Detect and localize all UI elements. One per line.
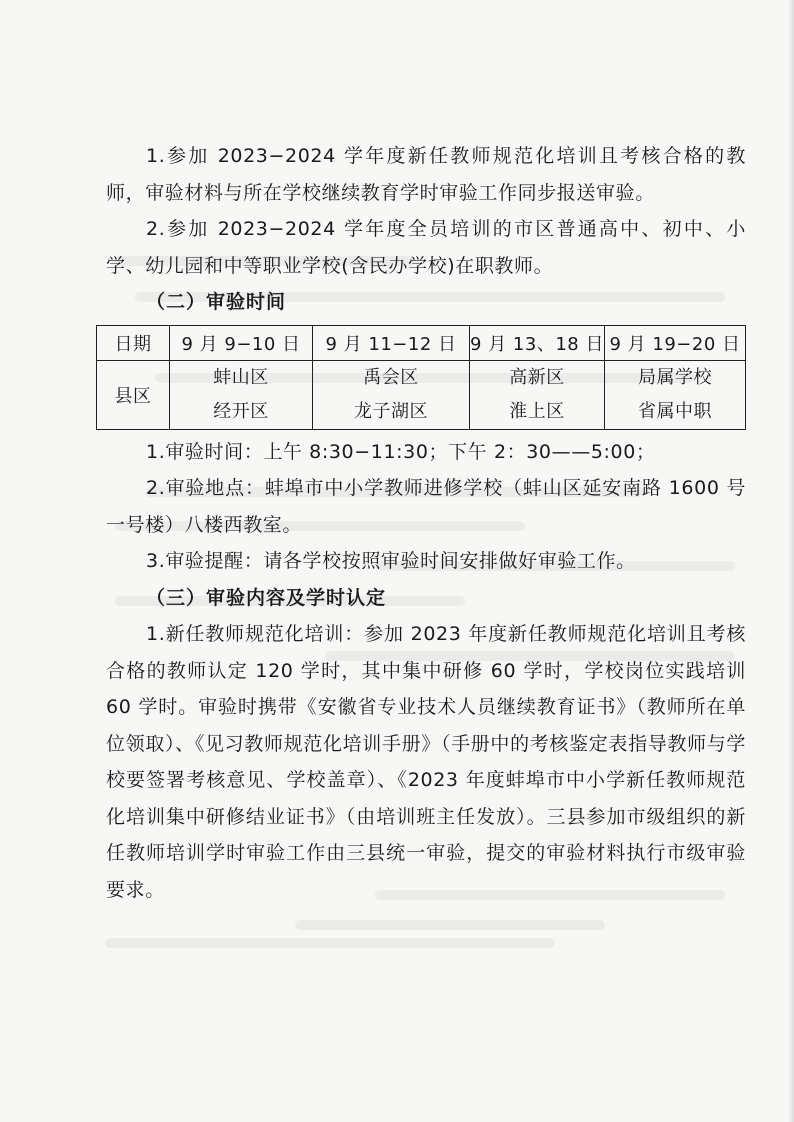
section-heading-review-time: （二）审验时间 [146, 291, 287, 313]
table-cell-date-label: 日期 [97, 325, 170, 360]
table-row-dates [97, 325, 746, 360]
scan-edge-shadow [788, 0, 794, 1122]
table-cell-date-1: 9 月 9−10 日 [170, 325, 313, 360]
table-cell-date-2: 9 月 11−12 日 [313, 325, 470, 360]
district-name: 蚌山区 [213, 366, 269, 388]
note-review-reminder: 3.审验提醒：请各学校按照审验时间安排做好审验工作。 [146, 550, 636, 572]
table-cell-districts-4 [605, 360, 746, 429]
district-name: 经开区 [213, 400, 269, 422]
district-name: 局属学校 [638, 366, 712, 388]
table-cell-districts-1 [170, 360, 313, 429]
note-review-location: 2.审验地点：蚌埠市中小学教师进修学校（蚌山区延安南路 1600 号一号楼）八楼西教室。 [106, 477, 746, 536]
paragraph-all-staff-eligibility: 2.参加 2023−2024 学年度全员培训的市区普通高中、初中、小学、幼儿园和中等职业学校(含民办学校)在职教师。 [106, 218, 746, 277]
document-page [106, 138, 746, 908]
table-row-districts [97, 360, 746, 429]
paragraph-new-teacher-training-hours: 1.新任教师规范化培训：参加 2023 年度新任教师规范化培训且考核合格的教师认定 120 学时，其中集中研修 60 学时，学校岗位实践培训 60 学时。审验时携带《安徽省专业技术人员继续教育证书》（教师所在单位领取）、《见习教师规范化培训手册》（手册中的考核鉴定表指导教师与学校要签署考核意见、学校盖章）、《2023 年度蚌埠市中小学新任教师规范化培训集中研修结业证书》（由培训班主任发放）。三县参加市级组织的新任教师培训学时审验工作由三县统一审验，提交的审验材料执行市级审验要求。 [106, 623, 746, 901]
paragraph-new-teacher-eligibility: 1.参加 2023−2024 学年度新任教师规范化培训且考核合格的教师，审验材料与所在学校继续教育学时审验工作同步报送审验。 [106, 145, 746, 204]
table-cell-county-label: 县区 [97, 360, 170, 429]
table-cell-date-3: 9 月 13、18 日 [470, 325, 605, 360]
district-name: 高新区 [509, 366, 565, 388]
district-name: 省属中职 [638, 400, 712, 422]
table-cell-districts-3 [470, 360, 605, 429]
review-schedule-table [96, 325, 746, 430]
section-heading-content-and-hours: （三）审验内容及学时认定 [146, 586, 387, 609]
note-review-hours: 1.审验时间：上午 8:30−11:30；下午 2：30——5:00； [146, 440, 656, 463]
table-cell-date-4: 9 月 19−20 日 [605, 325, 746, 360]
district-name: 禹会区 [363, 366, 419, 388]
table-cell-districts-2 [313, 360, 470, 429]
district-name: 淮上区 [509, 400, 565, 422]
district-name: 龙子湖区 [354, 400, 428, 422]
